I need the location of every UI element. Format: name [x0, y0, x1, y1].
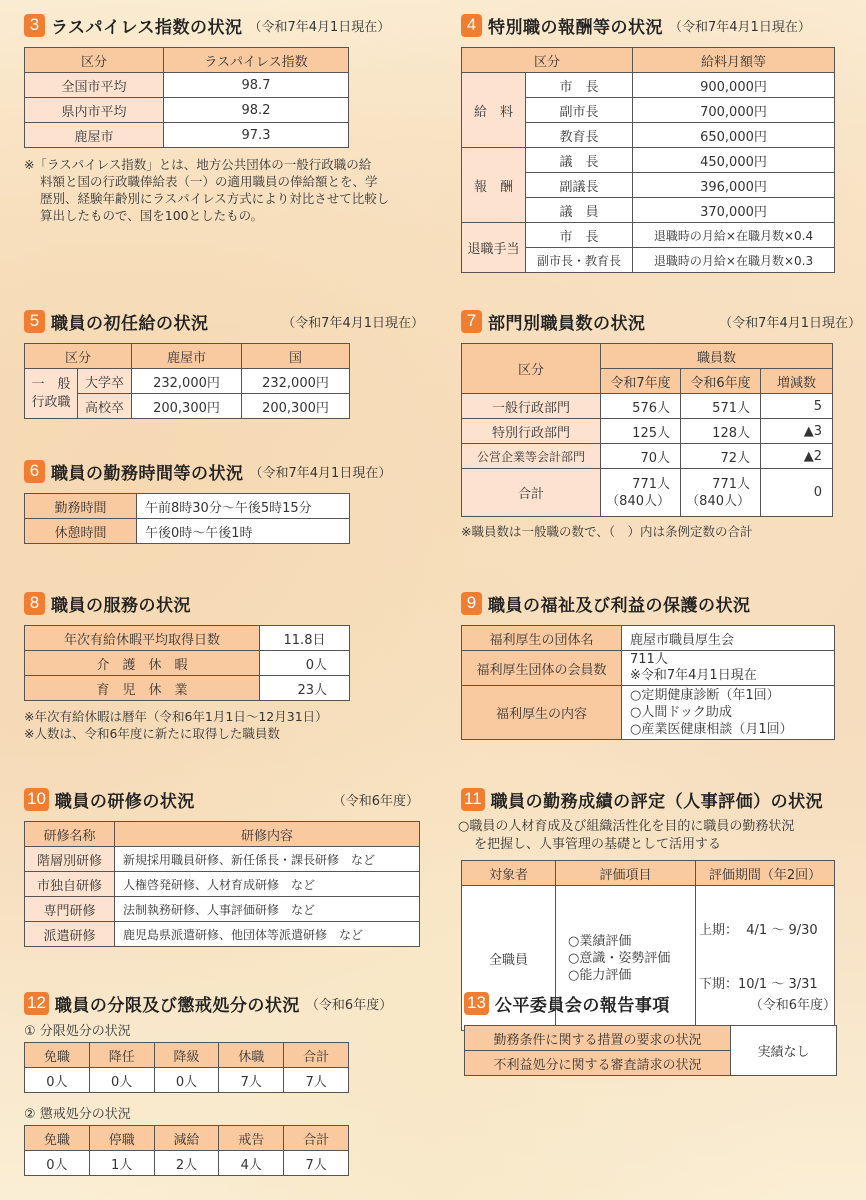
col-header: 免職	[25, 1043, 90, 1068]
section-welfare	[461, 590, 861, 740]
amount: 650,000円	[633, 123, 835, 148]
section-number-badge: 4	[461, 14, 482, 37]
section-header	[461, 308, 861, 334]
role: 副市長	[526, 98, 633, 123]
cell-value: 70人	[601, 444, 681, 469]
cell-value	[622, 686, 835, 740]
section-number-badge: 11	[461, 788, 485, 811]
role: 副市長・教育長	[526, 248, 633, 273]
cell-value: 5	[761, 394, 833, 419]
cell-value: 72人	[681, 444, 761, 469]
cell-line: ○産業医健康相談（月1回）	[630, 722, 793, 737]
note-line: ※人数は、令和6年度に新たに取得した職員数	[24, 726, 280, 741]
cell-value: 4人	[219, 1151, 284, 1176]
section-number-badge: 3	[24, 14, 45, 37]
working-hours-table	[24, 493, 350, 544]
row-label: 勤務時間	[25, 494, 137, 519]
row-label: 鹿屋市	[25, 123, 164, 148]
cell-line: ○人間ドック助成	[630, 705, 732, 720]
col-header: 降任	[89, 1043, 154, 1068]
row-label: 休憩時間	[25, 519, 137, 544]
period: 下期：10/1 ～ 3/31	[699, 977, 818, 992]
cell-value: 7人	[284, 1151, 349, 1176]
section-laspeyres	[24, 12, 424, 224]
amount: 退職時の月給×在職月数×0.3	[633, 248, 835, 273]
note-line: ※年次有給休暇は暦年（令和6年1月1日～12月31日）	[24, 709, 328, 724]
evaluation-intro	[458, 818, 861, 854]
section-date: （令和6年度）	[749, 997, 836, 1013]
welfare-table	[461, 625, 835, 740]
col-header: 評価期間（年2回）	[696, 861, 835, 886]
section-title: ラスパイレス指数の状況	[51, 17, 243, 38]
training-name: 派遣研修	[25, 922, 115, 947]
section-service	[24, 590, 424, 742]
special-positions-table	[461, 47, 835, 273]
cell-line: ※令和7年4月1日現在	[630, 668, 757, 683]
training-name: 専門研修	[25, 897, 115, 922]
training-content: 人権啓発研修、人材育成研修 など	[115, 872, 420, 897]
service-table	[24, 625, 350, 701]
section-header	[24, 12, 424, 38]
group-label: 給 料	[462, 73, 526, 148]
section-date: （令和7年4月1日現在）	[719, 315, 861, 331]
city-value: 232,000円	[132, 369, 242, 394]
total-diff: 0	[761, 469, 833, 517]
cell-value: 128人	[681, 419, 761, 444]
col-header: 戒告	[219, 1126, 284, 1151]
intro-line: ○職員の人材育成及び組織活性化を目的に職員の勤務状況	[458, 819, 795, 834]
col-header: 免職	[25, 1126, 90, 1151]
section-header	[24, 990, 419, 1016]
row-label: 不利益処分に関する審査請求の状況	[465, 1051, 731, 1076]
col-header-group: 職員数	[601, 344, 833, 369]
row-label: 大学卒	[78, 369, 132, 394]
cell-value: 98.2	[164, 98, 349, 123]
cell-value: 0人	[154, 1068, 219, 1093]
amount: 450,000円	[633, 148, 835, 173]
training-name: 階層別研修	[25, 847, 115, 872]
cell-value: 午前8時30分～午後5時15分	[137, 494, 350, 519]
section-header	[461, 786, 861, 812]
cell-value: 2人	[154, 1151, 219, 1176]
section-date: （令和7年4月1日現在）	[282, 315, 424, 331]
cell-value: 午後0時～午後1時	[137, 519, 350, 544]
section-staff-by-department	[461, 308, 861, 540]
total-value: 771人	[712, 476, 750, 492]
section-working-hours	[24, 458, 424, 544]
amount: 退職時の月給×在職月数×0.4	[633, 223, 835, 248]
row-label: 全国市平均	[25, 73, 164, 98]
service-notes	[24, 708, 424, 742]
row-label: 福利厚生団体の会員数	[462, 651, 622, 686]
note-line: ※「ラスパイレス指数」とは、地方公共団体の一般行政職の給	[24, 157, 372, 172]
section-title: 職員の分限及び懲戒処分の状況	[54, 995, 300, 1016]
total-quota: （840人）	[686, 493, 750, 509]
section-date: （令和7年4月1日現在）	[669, 19, 811, 35]
section-date: （令和6年度）	[332, 793, 419, 809]
section-number-badge: 13	[464, 992, 489, 1015]
cell-line: ○定期健康診断（年1回）	[630, 688, 780, 703]
col-header: 令和6年度	[681, 369, 761, 394]
amount: 370,000円	[633, 198, 835, 223]
role: 教育長	[526, 123, 633, 148]
disciplinary-table	[24, 1125, 349, 1176]
cell-value: ▲3	[761, 419, 833, 444]
col-header: 増減数	[761, 369, 833, 394]
section-title: 特別職の報酬等の状況	[488, 17, 663, 38]
city-value: 200,300円	[132, 394, 242, 419]
cell-value: 576人	[601, 394, 681, 419]
section-title: 公平委員会の報告事項	[494, 995, 670, 1016]
row-label: 年次有給休暇平均取得日数	[25, 626, 260, 651]
amount: 900,000円	[633, 73, 835, 98]
col-header: 区分	[25, 344, 132, 369]
national-value: 200,300円	[242, 394, 350, 419]
row-label: 高校卒	[78, 394, 132, 419]
col-header: 停職	[89, 1126, 154, 1151]
section-title: 職員の勤務時間等の状況	[51, 463, 244, 484]
target: 全職員	[462, 886, 556, 1031]
cell-value: ▲2	[761, 444, 833, 469]
amount: 700,000円	[633, 98, 835, 123]
section-number-badge: 5	[24, 310, 45, 333]
note-line: 歴別、経験年齢別にラスパイレス方式により対比させて比較し	[40, 191, 390, 206]
evaluation-item: ○意識・姿勢評価	[568, 950, 671, 966]
cell-value: 0人	[25, 1151, 90, 1176]
cell-value: 1人	[89, 1151, 154, 1176]
role: 副議長	[526, 173, 633, 198]
amount: 396,000円	[633, 173, 835, 198]
col-header: 区分	[462, 48, 633, 73]
laspeyres-table	[24, 47, 349, 148]
evaluation-item: ○業績評価	[568, 933, 632, 949]
col-header: 合計	[284, 1126, 349, 1151]
staff-by-department-table	[461, 343, 833, 517]
section-date: （令和7年4月1日現在）	[249, 465, 392, 481]
cell-value: 0人	[260, 651, 350, 676]
section-date: （令和7年4月1日現在）	[248, 19, 391, 35]
col-header: 合計	[284, 1043, 349, 1068]
section-number-badge: 12	[24, 992, 49, 1015]
total-r6	[681, 469, 761, 517]
period: 上期： 4/1 ～ 9/30	[699, 923, 818, 938]
section-training	[24, 786, 419, 947]
section-starting-salary	[24, 308, 424, 419]
training-content: 新規採用職員研修、新任係長・課長研修 など	[115, 847, 420, 872]
note-line: 料額と国の行政職俸給表（一）の適用職員の俸給額とを、学	[40, 174, 378, 189]
row-label: 勤務条件に関する措置の要求の状況	[465, 1026, 731, 1051]
cell-value: 7人	[219, 1068, 284, 1093]
section-title: 職員の初任給の状況	[51, 313, 209, 334]
col-header: 降級	[154, 1043, 219, 1068]
total-quota: （840人）	[606, 493, 670, 509]
training-table	[24, 821, 420, 947]
group-label	[25, 369, 78, 419]
cell-line: 711人	[630, 652, 668, 667]
group-label-line: 一 般	[31, 376, 71, 392]
result: 実績なし	[731, 1026, 837, 1076]
row-label: 特別行政部門	[462, 419, 601, 444]
section-header	[461, 12, 861, 38]
subsection-label: ② 懲戒処分の状況	[24, 1107, 131, 1122]
section-title: 職員の勤務成績の評定（人事評価）の状況	[490, 791, 824, 812]
fairness-committee-table	[464, 1025, 837, 1076]
status-disposition-table	[24, 1042, 349, 1093]
group-label: 報 酬	[462, 148, 526, 223]
training-content: 法制執務研修、人事評価研修 など	[115, 897, 420, 922]
row-label: 介 護 休 暇	[25, 651, 260, 676]
row-label: 合計	[462, 469, 601, 517]
training-content: 鹿児島県派遣研修、他団体等派遣研修 など	[115, 922, 420, 947]
col-header: 区分	[462, 344, 601, 394]
row-label: 一般行政部門	[462, 394, 601, 419]
section-title: 部門別職員数の状況	[488, 313, 646, 334]
section-date: （令和6年度）	[305, 997, 393, 1013]
row-label: 県内市平均	[25, 98, 164, 123]
col-header: 減給	[154, 1126, 219, 1151]
col-header: 評価項目	[556, 861, 696, 886]
row-label: 福利厚生の内容	[462, 686, 622, 740]
cell-value: 7人	[284, 1068, 349, 1093]
role: 議 員	[526, 198, 633, 223]
row-label: 育 児 休 業	[25, 676, 260, 701]
cell-value: 0人	[89, 1068, 154, 1093]
cell-value: 23人	[260, 676, 350, 701]
col-header: ラスパイレス指数	[164, 48, 349, 73]
role: 市 長	[526, 223, 633, 248]
note-line: 算出したもので、国を100としたもの。	[40, 208, 264, 223]
cell-value: 0人	[25, 1068, 90, 1093]
section-number-badge: 7	[461, 310, 482, 333]
section-special-positions	[461, 12, 861, 273]
col-header: 給料月額等	[633, 48, 835, 73]
section-header	[464, 990, 836, 1016]
section-header	[24, 458, 424, 484]
staff-note: ※職員数は一般職の数で、（ ）内は条例定数の合計	[461, 524, 753, 539]
laspeyres-note	[24, 156, 424, 224]
col-header: 国	[242, 344, 350, 369]
section-number-badge: 6	[24, 460, 45, 483]
section-number-badge: 9	[461, 592, 482, 615]
training-name: 市独自研修	[25, 872, 115, 897]
cell-value: 11.8日	[260, 626, 350, 651]
row-label: 福利厚生の団体名	[462, 626, 622, 651]
role: 市 長	[526, 73, 633, 98]
intro-line: を把握し、人事管理の基礎として活用する	[474, 837, 722, 852]
section-title: 職員の研修の状況	[54, 791, 195, 812]
total-r7	[601, 469, 681, 517]
section-number-badge: 10	[24, 788, 49, 811]
national-value: 232,000円	[242, 369, 350, 394]
cell-value: 98.7	[164, 73, 349, 98]
cell-value: 97.3	[164, 123, 349, 148]
section-title: 職員の福祉及び利益の保護の状況	[488, 595, 751, 616]
section-header	[24, 308, 424, 334]
group-label: 退職手当	[462, 223, 526, 273]
section-fairness-committee	[464, 990, 836, 1076]
col-header: 研修内容	[115, 822, 420, 847]
col-header: 令和7年度	[601, 369, 681, 394]
cell-value: 125人	[601, 419, 681, 444]
subsection-label: ① 分限処分の状況	[24, 1024, 131, 1039]
col-header: 研修名称	[25, 822, 115, 847]
cell-value: 571人	[681, 394, 761, 419]
total-value: 771人	[632, 476, 670, 492]
role: 議 長	[526, 148, 633, 173]
col-header: 区分	[25, 48, 164, 73]
section-number-badge: 8	[24, 592, 45, 615]
section-title: 職員の服務の状況	[51, 595, 191, 616]
section-disciplinary	[24, 990, 419, 1176]
col-header: 対象者	[462, 861, 556, 886]
starting-salary-table	[24, 343, 350, 419]
section-header	[24, 786, 419, 812]
col-header: 休職	[219, 1043, 284, 1068]
group-label-line: 行政職	[31, 394, 71, 410]
cell-value	[622, 651, 835, 686]
evaluation-item: ○能力評価	[568, 967, 632, 983]
section-header	[461, 590, 861, 616]
col-header: 鹿屋市	[132, 344, 242, 369]
row-label: 公営企業等会計部門	[462, 444, 601, 469]
cell-value: 鹿屋市職員厚生会	[622, 626, 835, 651]
section-header	[24, 590, 424, 616]
